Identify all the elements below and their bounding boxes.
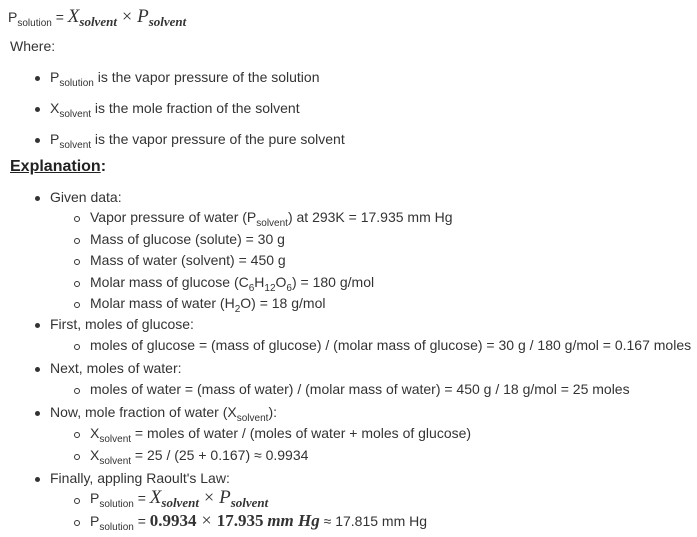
def-text: is the vapor pressure of the pure solvent (91, 131, 345, 147)
sub-bullet (74, 498, 80, 504)
text: = (133, 513, 150, 529)
mathsub: solvent (230, 495, 269, 510)
def-symbol: X (50, 100, 60, 116)
sub-bullet (74, 302, 80, 308)
bullet (35, 196, 40, 201)
sub-bullet (74, 520, 80, 526)
formula-p2-sub: solvent (148, 14, 187, 29)
sub: solvent (99, 434, 132, 445)
formula-x-sub: solvent (79, 14, 117, 29)
def-text: is the mole fraction of the solvent (91, 100, 300, 116)
text: ): (268, 404, 277, 420)
sub: 6 (286, 283, 292, 294)
math: X (149, 487, 162, 508)
where-label: Where: (10, 38, 56, 54)
sub: solvent (256, 218, 288, 229)
text: H (254, 274, 265, 290)
text: X (90, 425, 100, 441)
def-sub: solvent (59, 140, 92, 151)
finally-line1 (90, 487, 268, 509)
definition-item (50, 131, 345, 151)
bullet (35, 477, 40, 482)
text: O) = 18 g/mol (240, 295, 326, 311)
given-mass-water: Mass of water (solvent) = 450 g (90, 252, 286, 268)
given-molar-water (90, 295, 326, 315)
bullet (35, 323, 40, 328)
bullet (35, 107, 40, 112)
next-line: moles of water = (mass of water) / (molar mass of water) = 450 g / 18 g/mol = 25 moles (90, 381, 630, 397)
math-op: × (201, 510, 212, 530)
explanation-colon: : (100, 158, 107, 175)
text: Now, mole fraction of water (X (50, 404, 237, 420)
def-sub: solvent (59, 109, 92, 120)
sub-bullet (74, 454, 80, 460)
given-label: Given data: (50, 189, 122, 205)
sub-bullet (74, 238, 80, 244)
finally-label: Finally, appling Raoult's Law: (50, 470, 230, 486)
definition-item (50, 100, 300, 120)
text: O (275, 274, 287, 290)
def-symbol: P (50, 69, 60, 85)
def-text: is the vapor pressure of the solution (93, 69, 320, 85)
first-label: First, moles of glucose: (50, 316, 194, 332)
next-label: Next, moles of water: (50, 360, 182, 376)
sub-bullet (74, 344, 80, 350)
text: ) at 293K = 17.935 mm Hg (287, 209, 453, 225)
text: Molar mass of water (H (90, 295, 235, 311)
text: = moles of water / (moles of water + moles of glucose) (131, 425, 472, 441)
def-symbol: P (50, 131, 60, 147)
given-mass-glucose: Mass of glucose (solute) = 30 g (90, 231, 285, 247)
bullet (35, 367, 40, 372)
bullet (35, 411, 40, 416)
formula-p-sub: solution (17, 18, 52, 29)
raoult-formula (8, 6, 186, 28)
mathsub: solvent (161, 495, 199, 510)
sub: 6 (248, 283, 255, 294)
math-value: 0.9934 (149, 511, 197, 530)
math: P (219, 487, 231, 508)
sub: solvent (236, 413, 269, 424)
text: Molar mass of glucose (C (90, 274, 249, 290)
formula-p2: P (137, 6, 149, 27)
explanation-heading-text: Explanation (10, 158, 101, 175)
formula-x: X (67, 6, 80, 27)
math-unit: mm Hg (267, 511, 320, 530)
sub-bullet (74, 281, 80, 287)
text: = (133, 490, 150, 506)
sub: 12 (264, 283, 276, 294)
sub: solvent (99, 456, 132, 467)
def-sub: solution (59, 78, 94, 89)
text: P (90, 490, 100, 506)
definition-item (50, 69, 320, 89)
sub: solution (99, 499, 134, 510)
now-line1 (90, 425, 472, 445)
sub-bullet (74, 388, 80, 394)
sub-bullet (74, 432, 80, 438)
bullet (35, 76, 40, 81)
formula-equals: = (55, 9, 64, 25)
math-value: 17.935 (216, 511, 264, 530)
formula-times: × (121, 6, 133, 26)
finally-line2 (90, 510, 427, 531)
sub: 2 (234, 304, 241, 315)
now-label (50, 404, 277, 424)
sub: solution (99, 522, 134, 533)
now-line2 (90, 447, 309, 467)
text: X (90, 447, 100, 463)
sub-bullet (74, 216, 80, 222)
math-op: × (203, 487, 215, 507)
text: ≈ 17.815 mm Hg (323, 513, 428, 529)
text: = 25 / (25 + 0.167) ≈ 0.9934 (131, 447, 309, 463)
text: ) = 180 g/mol (291, 274, 375, 290)
text: Vapor pressure of water (P (90, 209, 257, 225)
explanation-heading (10, 158, 106, 176)
first-line: moles of glucose = (mass of glucose) / (molar mass of glucose) = 30 g / 180 g/mol = 0.167 moles (90, 337, 692, 353)
sub-bullet (74, 259, 80, 265)
text: P (90, 513, 100, 529)
given-vapor (90, 209, 453, 229)
formula-p: P (8, 9, 18, 25)
bullet (35, 138, 40, 143)
given-molar-glucose (90, 274, 375, 294)
